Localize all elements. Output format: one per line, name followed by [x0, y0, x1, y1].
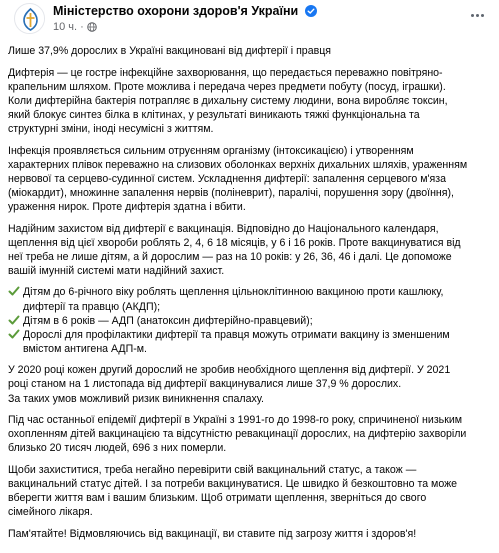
closing-remark: Пам'ятайте! Відмовляючись від вакцинації, ви ставите під загрозу життя і здоров'я! — [8, 527, 417, 540]
paragraph-protection: Щоби захиститися, треба негайно перевірити свій вакцинальний статус, а також — вакцинальний статус дітей. І за потреби вакцинуватися. Це швидко й безкоштовно та може вберегти життя вам і вашим близьким. Щоб отримати щеплення, зверніться до свого сімейного лікаря. — [8, 463, 458, 519]
globe-icon[interactable] — [87, 22, 97, 32]
list-item: Дітям до 6-річного віку роблять щеплення цільноклітинною вакциною проти кашлюку, дифтерії та правцю (АКДП); — [8, 285, 491, 313]
moh-logo-icon — [15, 4, 45, 34]
paragraph-vaccination: Надійним захистом від дифтерії є вакцинація. Відповідно до Національного календаря, щеплення від цієї хвороби роблять 2, 4, 6 18 місяців, у 6 і 16 років. Проте вакцинуватися від неї треба не лише дітям, а й дорослим — раз на 10 років: у 26, 36, 46 і далі. Це допоможе вашій імунній системі мати надійний захист. — [8, 222, 461, 277]
paragraph-epidemic: Під час останньої епідемії дифтерії в Україні з 1991-го до 1998-го року, спричиненої низьким охопленням дітей вакцинацією та відсутністю ревакцинації дорослих, на дифтерію захворіли близько 20 тисяч людей, 696 з них померли. — [8, 414, 467, 455]
paragraph-infection: Інфекція проявляється сильним отруєнням організму (інтоксикацією) і утворенням характерних плівок переважно на слизових оболонках верхніх дихальних шляхів, ураженням нервової та серцево-судинної систем. Ускладнення дифтерії: запалення серцевого м'яза (міокардит), множинне запалення нервів (поліневрит), паралічі, порушення зору (двоїння), ураження нирок. Проте дифтерія здатна і вбити. — [8, 144, 468, 213]
page-avatar[interactable] — [14, 3, 45, 34]
post-meta — [53, 21, 97, 33]
check-list — [8, 285, 491, 355]
page-name[interactable] — [53, 4, 317, 18]
verified-badge-icon — [305, 5, 317, 17]
check-mark-icon — [8, 314, 20, 326]
post-time[interactable]: 10 ч. — [53, 21, 78, 33]
check-mark-icon — [8, 328, 20, 340]
post-title: Лише 37,9% дорослих в Україні вакциновані від дифтерії і правця — [8, 45, 332, 57]
check-mark-icon — [8, 285, 20, 297]
list-item: Дітям в 6 років — АДП (анатоксин дифтерійно-правцевий); — [8, 314, 491, 328]
post-body — [8, 44, 491, 541]
list-item: Дорослі для профілактики дифтерії та правця можуть отримати вакцину із зменшеним вмістом антигена АДП-м. — [8, 328, 491, 356]
meta-separator: · — [80, 21, 84, 33]
paragraph-diphtheria: Дифтерія — це гостре інфекційне захворювання, що передається переважно повітряно- крапельним шляхом. Проте можлива і передача через предмети побуту (посуд, іграшки). Коли дифтерійна бактерія потрапляє в дихальну систему людини, вона виробляє токсин, який блокує синтез білка в клітинах, у результаті виникають тяжкі функціональна та структурні зміни, іноді несумісні з життям. — [8, 66, 448, 135]
more-options-icon[interactable] — [467, 8, 487, 22]
post-header — [8, 0, 491, 44]
paragraph-statistics: У 2020 році кожен другий дорослий не зробив необхідного щеплення від дифтерії. У 2021 році станом на 1 листопада від дифтерії вакцинувалися лише 37,9 % дорослих. За таких умов можливий ризик виникнення спалаху. — [8, 364, 451, 405]
page-name-text[interactable]: Міністерство охорони здоров'я України — [53, 4, 299, 18]
